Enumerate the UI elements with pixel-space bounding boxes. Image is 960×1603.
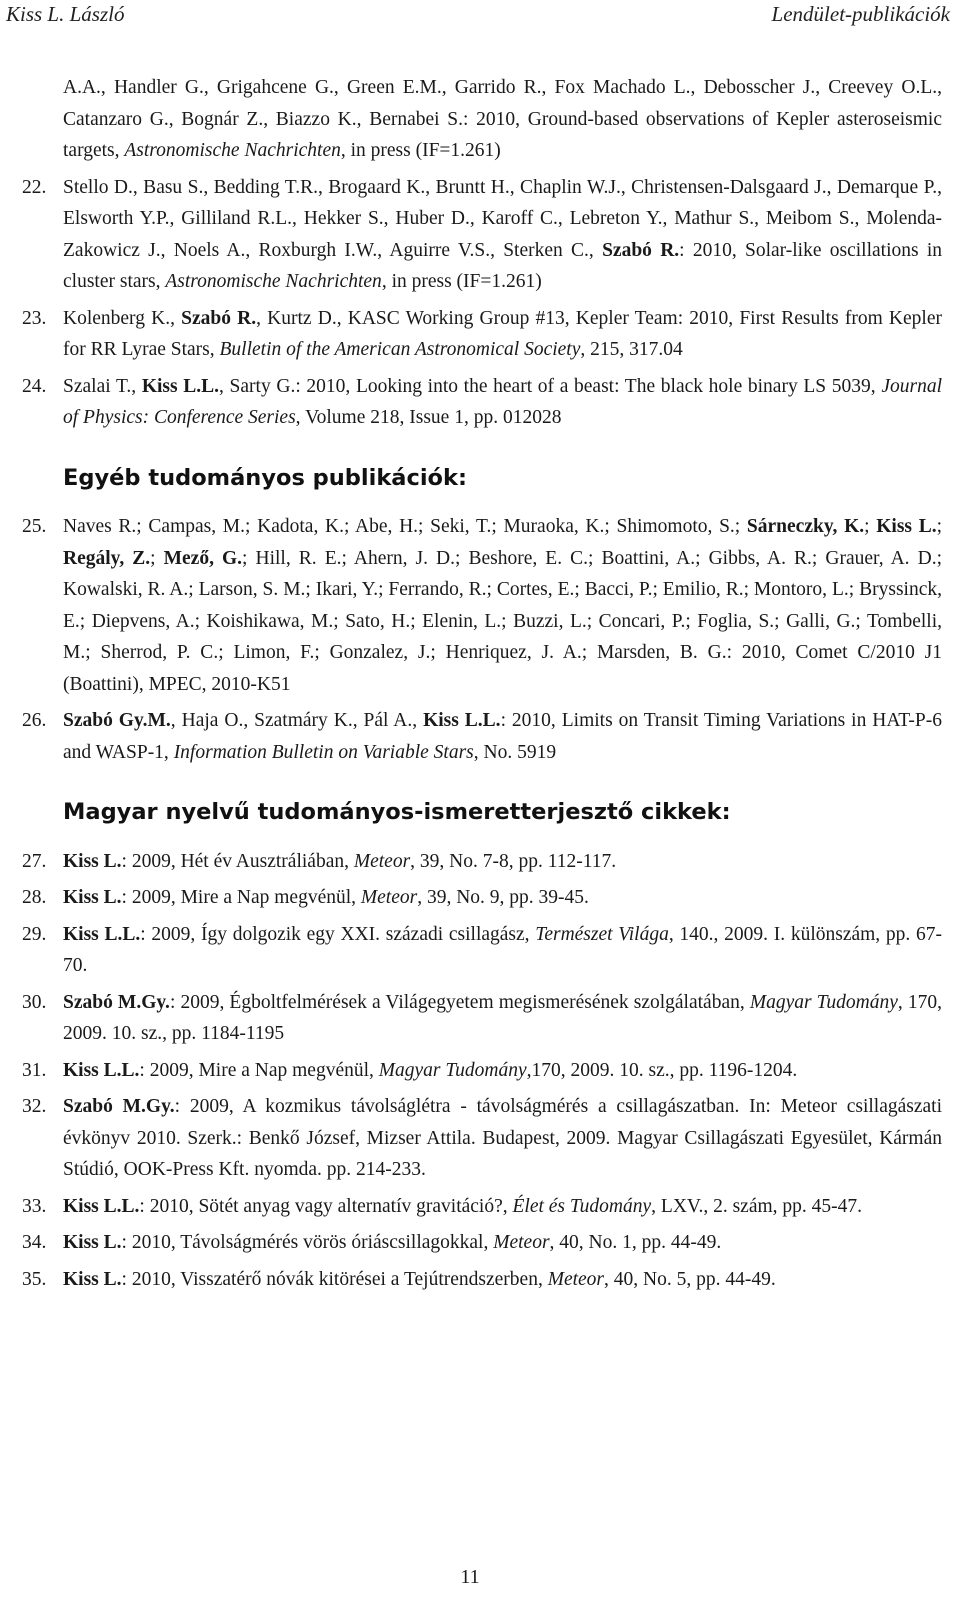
citation-text: : 2010, Visszatérő nóvák kitörései a Tejútrendszerben,	[121, 1268, 548, 1290]
entry-number: 29.	[22, 923, 47, 945]
entry-citation	[63, 1196, 862, 1217]
citation-text: ;	[864, 516, 877, 537]
entry-number: 35.	[22, 1268, 47, 1290]
journal-name: Magyar Tudomány	[749, 991, 898, 1013]
citation-text: , Sarty G.: 2010, Looking into the heart of a beast: The black hole binary LS 5039,	[219, 375, 882, 397]
journal-name: Élet és Tudomány	[512, 1195, 652, 1217]
citation-text: , 170, 2009. 10. sz., pp. 1184-1195	[63, 991, 943, 1044]
author-highlight: Kiss L.L.	[63, 1195, 140, 1217]
publication-entry	[22, 511, 942, 700]
author-highlight: Szabó R.	[181, 307, 257, 329]
publication-entry	[22, 1227, 942, 1259]
author-highlight: Szabó M.Gy.	[63, 991, 170, 1013]
citation-text: , LXV., 2. szám, pp. 45-47.	[651, 1195, 863, 1217]
author-highlight: Kiss L.L.	[423, 710, 501, 731]
journal-name: Bulletin of the American Astronomical Society	[219, 339, 581, 360]
citation-text: , Kurtz D., KASC Working Group #13, Kepler Team: 2010, First Results from Kepler for RR Lyrae Stars,	[63, 307, 942, 360]
entry-number: 34.	[22, 1232, 47, 1253]
entry-citation	[63, 308, 942, 361]
citation-text: ;	[936, 516, 943, 537]
entry-citation	[63, 851, 616, 872]
citation-text: , in press (IF=1.261)	[381, 271, 542, 292]
publication-entry	[22, 1264, 942, 1296]
page-number: 11	[460, 1566, 480, 1588]
entry-citation	[63, 1232, 721, 1253]
citation-text: : 2009, Így dolgozik egy XXI. századi csillagász,	[140, 923, 536, 945]
author-highlight: Mező, G.	[163, 547, 243, 569]
citation-text: : 2010, Limits on Transit Timing Variations in HAT-P-6 and WASP-1,	[63, 710, 942, 763]
journal-name: Meteor	[493, 1232, 550, 1253]
citation-text: : 2010, Solar-like oscillations in cluster stars,	[63, 239, 943, 292]
section-title-popular: Magyar nyelvű tudományos-ismeretterjesztő cikkek:	[63, 799, 731, 825]
entry-number: 26.	[22, 710, 47, 731]
citation-text: , 140., 2009. I. különszám, pp. 67-70.	[63, 923, 942, 976]
entry-citation	[63, 1269, 776, 1290]
author-highlight: Kiss L.L.	[63, 1059, 140, 1081]
citation-text: : 2009, Hét év Ausztráliában,	[121, 850, 354, 872]
entry-number: 28.	[22, 887, 47, 908]
journal-name: Information Bulletin on Variable Stars	[173, 741, 474, 763]
author-highlight: Kiss L.	[63, 850, 122, 872]
citation-text: : 2010, Sötét anyag vagy alternatív gravitáció?,	[139, 1195, 513, 1217]
citation-text: Naves R.; Campas, M.; Kadota, K.; Abe, H.; Seki, T.; Muraoka, K.; Shimomoto, S.;	[63, 516, 747, 537]
entry-citation	[63, 887, 589, 908]
header-author: Kiss L. László	[6, 2, 125, 26]
citation-text: : 2009, A kozmikus távolságlétra - távolságmérés a csillagászatban. In: Meteor csillagászati évkönyv 2010. Szerk.: Benkő József, Mizser Attila. Budapest, 2009. Magyar Csillagászati Egyesület, Kármán Stúdió, OOK-Press Kft. nyomda. pp. 214-233.	[63, 1096, 942, 1180]
publication-entry	[22, 1091, 942, 1186]
citation-text: , in press (IF=1.261)	[340, 140, 501, 161]
citation-text: : 2009, Mire a Nap megvénül,	[139, 1059, 379, 1081]
publication-entry	[22, 919, 942, 982]
publication-group-other	[22, 511, 942, 768]
journal-name: Meteor	[360, 887, 418, 908]
author-highlight: Kiss L.	[63, 1268, 122, 1290]
entry-citation	[63, 710, 942, 763]
author-highlight: Szabó R.	[602, 239, 680, 261]
citation-text: , 39, No. 9, pp. 39-45.	[417, 887, 589, 908]
publication-entry	[22, 1055, 942, 1087]
entry-number: 22.	[22, 176, 47, 198]
entry-citation	[63, 376, 942, 429]
entry-citation	[63, 1060, 797, 1081]
publication-list	[22, 72, 942, 1295]
entry-number: 23.	[22, 307, 47, 329]
publication-entry	[22, 846, 942, 878]
citation-text: : 2010, Távolságmérés vörös óriáscsillagokkal,	[121, 1232, 494, 1253]
entry-number: 30.	[22, 991, 47, 1013]
publication-entry	[22, 1191, 942, 1223]
entry-number: 25.	[22, 516, 47, 537]
author-highlight: Szabó M.Gy.	[63, 1096, 175, 1117]
publication-entry	[22, 882, 942, 914]
author-highlight: Kiss L.L.	[141, 375, 220, 397]
journal-name: Magyar Tudomány	[378, 1059, 527, 1081]
author-highlight: Szabó Gy.M.	[63, 710, 171, 731]
publication-entry	[22, 987, 942, 1050]
citation-text: , 40, No. 5, pp. 44-49.	[604, 1268, 776, 1290]
publication-entry	[22, 705, 942, 768]
entry-citation	[63, 177, 942, 293]
citation-text: ; Hill, R. E.; Ahern, J. D.; Beshore, E. C.; Boattini, A.; Gibbs, A. R.; Grauer, A. D.; Kowalski, R. A.; Larson, S. M.; Ikari, Y.; Ferrando, R.; Cortes, E.; Bacci, P.; Emilio, R.; Montoro, L.; Bryssinck, E.; Diepvens, A.; Koishikawa, M.; Sato, H.; Elenin, L.; Buzzi, L.; Concari, P.; Foglia, S.; Galli, G.; Tombelli, M.; Sherrod, P. C.; Limon, F.; Gonzalez, J.; Henriquez, J. A.; Marsden, B. G.: 2010, Comet C/2010 J1 (Boattini), MPEC, 2010-K51	[63, 547, 942, 695]
entry-number: 33.	[22, 1195, 47, 1217]
citation-text: A.A., Handler G., Grigahcene G., Green E.M., Garrido R., Fox Machado L., Debosscher J., Creevey O.L., Catanzaro G., Bognár Z., Biazzo K., Bernabei S.: 2010, Ground-based observations of Kepler asteroseismic targets,	[63, 77, 942, 161]
entry-number: 32.	[22, 1096, 47, 1117]
entry-number: 31.	[22, 1059, 47, 1081]
author-highlight: Sárneczky, K.	[746, 516, 865, 537]
journal-name: Természet Világa	[535, 923, 669, 945]
author-highlight: Regály, Z.	[63, 547, 151, 569]
citation-text: , 215, 317.04	[580, 339, 683, 360]
citation-text: Stello D., Basu S., Bedding T.R., Brogaard K., Bruntt H., Chaplin W.J., Christensen-Dalsgaard J., Demarque P., Elsworth Y.P., Gilliland R.L., Hekker S., Huber D., Karoff C., Lebreton Y., Mathur S., Meibom S., Molenda-Zakowicz J., Noels A., Roxburgh I.W., Aguirre V.S., Sterken C.,	[63, 176, 942, 261]
citation-text: ;	[150, 547, 164, 569]
author-highlight: Kiss L.	[63, 1232, 122, 1253]
author-highlight: Kiss L.	[63, 887, 122, 908]
author-highlight: Kiss L.	[876, 516, 937, 537]
header-title: Lendület-publikációk	[771, 2, 950, 26]
entry-citation	[63, 516, 942, 695]
entry-number: 27.	[22, 850, 47, 872]
publication-group-popular	[22, 846, 942, 1296]
section-title-other: Egyéb tudományos publikációk:	[63, 464, 467, 491]
citation-text: , Haja O., Szatmáry K., Pál A.,	[170, 710, 424, 731]
citation-text: Kolenberg K.,	[63, 307, 182, 329]
entry-number: 24.	[22, 375, 47, 397]
citation-text: Szalai T.,	[63, 375, 142, 397]
journal-name: Meteor	[547, 1268, 605, 1290]
journal-name: Astronomische Nachrichten	[165, 271, 382, 292]
citation-text: ,170, 2009. 10. sz., pp. 1196-1204.	[526, 1059, 798, 1081]
citation-text: , 39, No. 7-8, pp. 112-117.	[410, 850, 617, 872]
journal-name: Astronomische Nachrichten	[124, 140, 341, 161]
citation-text: : 2009, Mire a Nap megvénül,	[121, 887, 361, 908]
citation-text: , Volume 218, Issue 1, pp. 012028	[295, 407, 562, 428]
continued-entry	[63, 72, 942, 167]
citation-text: , No. 5919	[473, 741, 557, 763]
entry-citation	[63, 1096, 942, 1180]
citation-text: , 40, No. 1, pp. 44-49.	[549, 1232, 722, 1253]
journal-name: Meteor	[353, 850, 411, 872]
citation-text: : 2009, Égboltfelmérések a Világegyetem megismerésének szolgálatában,	[169, 991, 750, 1013]
publication-entry	[22, 371, 942, 434]
publication-entry	[22, 303, 942, 366]
entry-citation	[63, 924, 942, 977]
publication-group-main	[22, 172, 942, 434]
publication-entry	[22, 172, 942, 298]
running-header	[6, 2, 950, 30]
author-highlight: Kiss L.L.	[63, 923, 141, 945]
entry-citation	[63, 992, 942, 1045]
journal-name: Journal of Physics: Conference Series	[63, 375, 942, 428]
